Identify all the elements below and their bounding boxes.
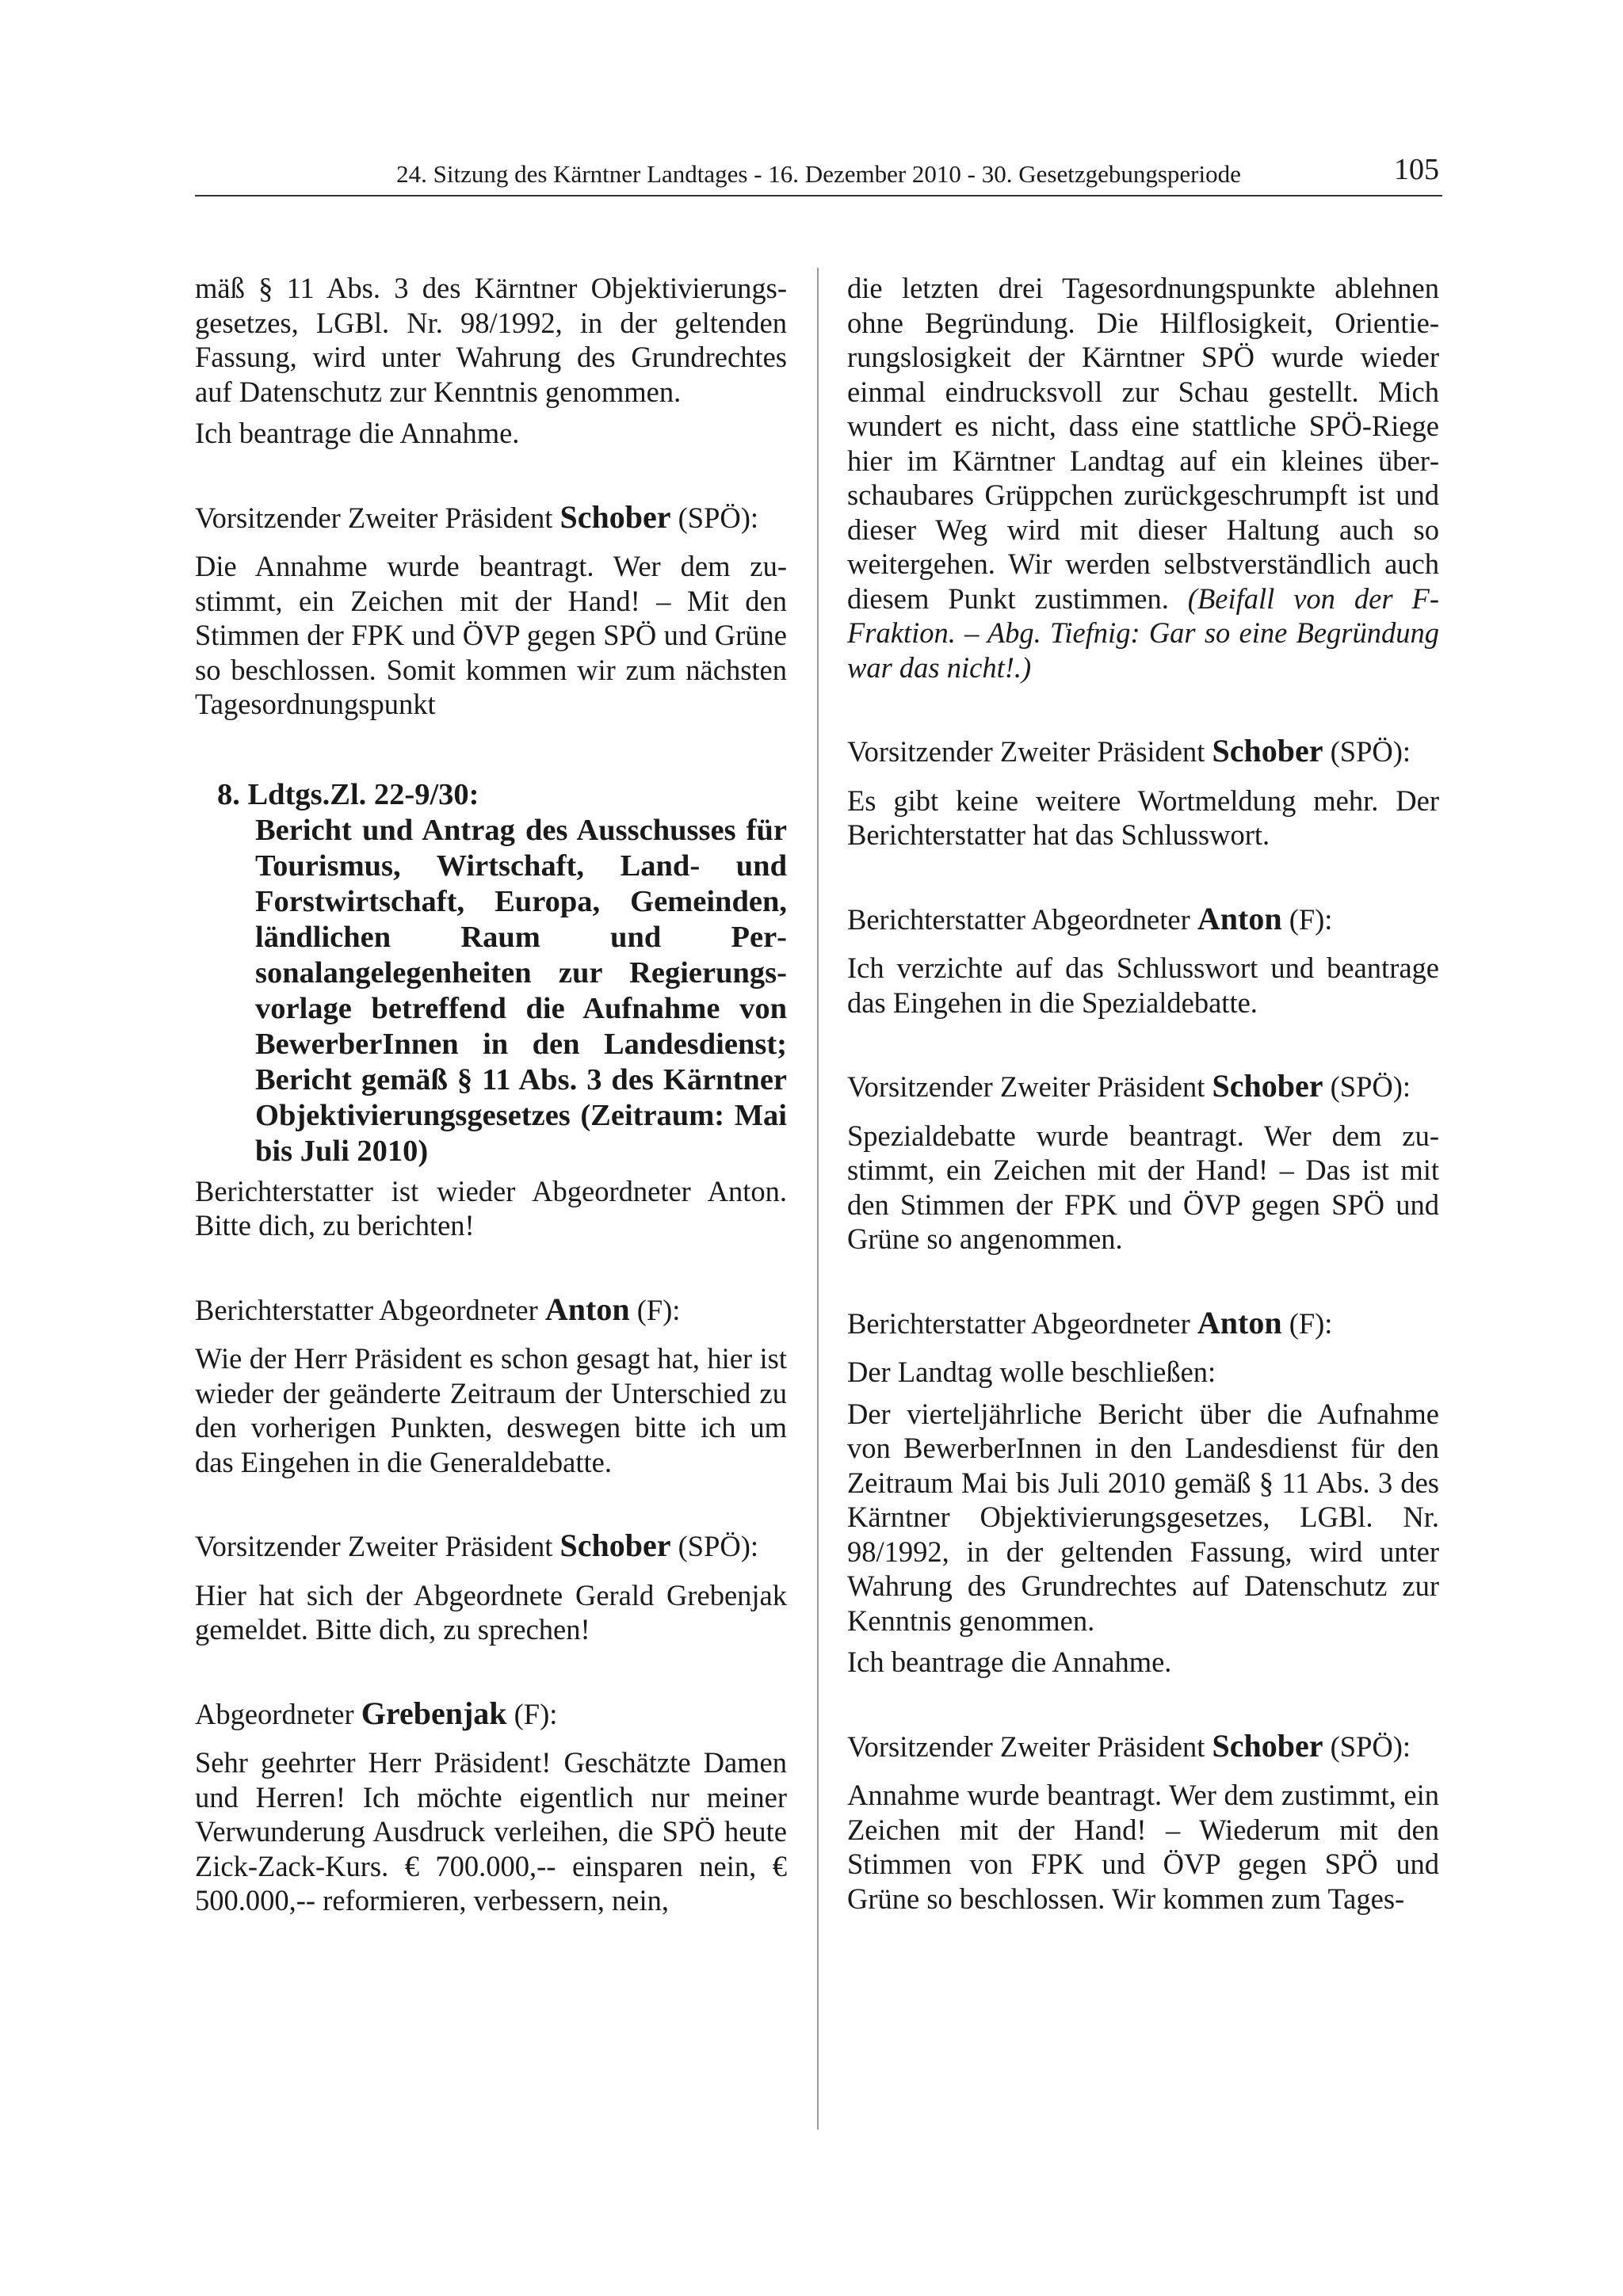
speaker-name: Grebenjak: [361, 1695, 507, 1731]
speaker-name: Schober: [1212, 1727, 1323, 1764]
paragraph: Ich verzichte auf das Schlusswort und beantrage das Eingehen in die Spezialdebatte.: [847, 952, 1439, 1019]
paragraph: Der vierteljährliche Bericht über die Aufnahme von BewerberInnen in den Landesdienst für den Zeitraum Mai bis Juli 2010 gemäß § 11 Abs. 3 des Kärntner Objektivierungsgesetzes, LGBl. Nr. 98/1992, in der geltenden Fassung, wird unter Wahrung des Grundrechtes auf Datenschutz zur Kenntnis genommen.: [847, 1397, 1439, 1637]
speaker-role: Vorsitzender Zweiter Präsident: [847, 735, 1212, 768]
header-title: 24. Sitzung des Kärntner Landtages - 16. Dezember 2010 - 30. Gesetzgebungsperiode: [396, 160, 1241, 188]
paragraph: Sehr geehrter Herr Präsident! Geschätzte Damen und Herren! Ich möchte eigentlich nur meiner Verwunderung Ausdruck verleihen, die SPÖ heute Zick-Zack-Kurs. € 700.000,-- einsparen nein, € 500.000,-- reformieren, verbessern, nein,: [195, 1746, 787, 1917]
paragraph: Der Landtag wolle beschließen:: [847, 1356, 1216, 1388]
speaker-party: (F):: [506, 1697, 558, 1730]
paragraph: Wie der Herr Präsident es schon gesagt hat, hier ist wieder der geänderte Zeitraum der Unterschied zu den vorherigen Punkten, deswegen bitte ich um das Eingehen in die Generaldebatte.: [195, 1342, 787, 1478]
left-column: [195, 271, 787, 1918]
page-header: [195, 155, 1442, 196]
speaker-role: Vorsitzender Zweiter Präsident: [195, 501, 560, 534]
agenda-number: 8. Ldtgs.Zl. 22-9/30:: [217, 777, 479, 811]
page-number: 105: [1394, 153, 1439, 186]
speaker-name: Anton: [1197, 1304, 1282, 1341]
paragraph: Ich beantrage die Annahme.: [847, 1646, 1172, 1678]
speaker-line: [195, 1696, 787, 1732]
column-divider: [817, 268, 819, 2130]
speaker-name: Schober: [559, 1527, 671, 1563]
speaker-line: [847, 1729, 1439, 1764]
speaker-line: [847, 734, 1439, 769]
speaker-party: (SPÖ):: [670, 501, 759, 534]
speaker-party: (SPÖ):: [1323, 735, 1411, 768]
speaker-role: Berichterstatter Abgeordneter: [195, 1293, 545, 1326]
agenda-title: Bericht und Antrag des Ausschusses für Tourismus, Wirtschaft, Land- und Forstwirtschaft, Europa, Gemeinden, ländlichen Raum und Personalangelegenheiten zur Regierungsvorlage betreffend die Aufnahme von BewerberInnen in den Landesdienst; Bericht gemäß § 11 Abs. 3 des Kärntner Objektivierungsgesetzes (Zeitraum: Mai bis Juli 2010): [255, 813, 787, 1168]
speaker-party: (SPÖ):: [670, 1530, 759, 1562]
paragraph: Es gibt keine weitere Wortmeldung mehr. Der Berichterstatter hat das Schlusswort.: [847, 784, 1439, 851]
speaker-line: [195, 1528, 787, 1564]
speaker-name: Schober: [1212, 1068, 1323, 1104]
speaker-name: Schober: [559, 498, 671, 535]
paragraph: [847, 271, 1439, 685]
paragraph: Hier hat sich der Abgeordnete Gerald Grebenjak gemeldet. Bitte dich, zu sprechen!: [195, 1578, 787, 1646]
speaker-party: (F):: [1281, 902, 1333, 936]
speaker-line: [195, 500, 787, 536]
speaker-role: Berichterstatter Abgeordneter: [847, 1306, 1197, 1340]
speaker-party: (SPÖ):: [1323, 1730, 1411, 1763]
speaker-line: [847, 1069, 1439, 1104]
speaker-name: Anton: [544, 1291, 630, 1327]
speaker-party: (F):: [1281, 1306, 1333, 1340]
speaker-role: Vorsitzender Zweiter Präsident: [847, 1070, 1212, 1103]
paragraph: Spezialdebatte wurde beantragt. Wer dem zustimmt, ein Zeichen mit der Hand! – Das ist mit den Stimmen der FPK und ÖVP gegen SPÖ und Grüne so angenommen.: [847, 1119, 1439, 1255]
paragraph: Die Annahme wurde beantragt. Wer dem zustimmt, ein Zeichen mit der Hand! – Mit den Stimmen der FPK und ÖVP gegen SPÖ und Grüne so beschlossen. Somit kommen wir zum nächsten Tagesordnungspunkt: [195, 550, 787, 720]
paragraph: Ich beantrage die Annahme.: [195, 417, 520, 449]
interjection: (Beifall von der F-Fraktion. – Abg. Tiefnig: Gar so eine Begründung war das nicht!.): [847, 582, 1439, 684]
paragraph: Annahme wurde beantragt. Wer dem zustimmt, ein Zeichen mit der Hand! – Wiederum mit den Stimmen von FPK und ÖVP gegen SPÖ und Grüne so beschlossen. Wir kommen zum Tages-: [847, 1779, 1439, 1915]
agenda-item: [195, 777, 787, 1169]
speaker-party: (F):: [629, 1293, 681, 1326]
speaker-role: Abgeordneter: [195, 1697, 361, 1730]
right-column: [847, 271, 1439, 1916]
paragraph-text: die letzten drei Tagesordnungspunkte ablehnen ohne Begründung. Die Hilflosigkeit, Orientierungslosigkeit der Kärntner SPÖ wurde wieder einmal eindrucksvoll zur Schau gestellt. Mich wundert es nicht, dass eine stattliche SPÖ-Riege hier im Kärntner Landtag auf ein kleines überschaubares Grüppchen zurückgeschrumpft ist und dieser Weg wird mit dieser Haltung auch so weitergehen. Wir werden selbstverständlich auch diesem Punkt zustimmen.: [847, 272, 1439, 615]
speaker-party: (SPÖ):: [1323, 1070, 1411, 1103]
speaker-role: Berichterstatter Abgeordneter: [847, 902, 1197, 936]
speaker-role: Vorsitzender Zweiter Präsident: [847, 1730, 1212, 1763]
speaker-name: Anton: [1197, 900, 1282, 936]
speaker-role: Vorsitzender Zweiter Präsident: [195, 1530, 560, 1562]
speaker-name: Schober: [1212, 733, 1323, 769]
speaker-line: [847, 902, 1439, 937]
speaker-line: [195, 1292, 787, 1328]
paragraph: Berichterstatter ist wieder Abgeordneter Anton. Bitte dich, zu berichten!: [195, 1174, 787, 1241]
speaker-line: [847, 1306, 1439, 1341]
paragraph: mäß § 11 Abs. 3 des Kärntner Objektivierungsgesetzes, LGBl. Nr. 98/1992, in der geltenden Fassung, wird unter Wahrung des Grundrechtes auf Datenschutz zur Kenntnis genommen.: [195, 272, 787, 408]
